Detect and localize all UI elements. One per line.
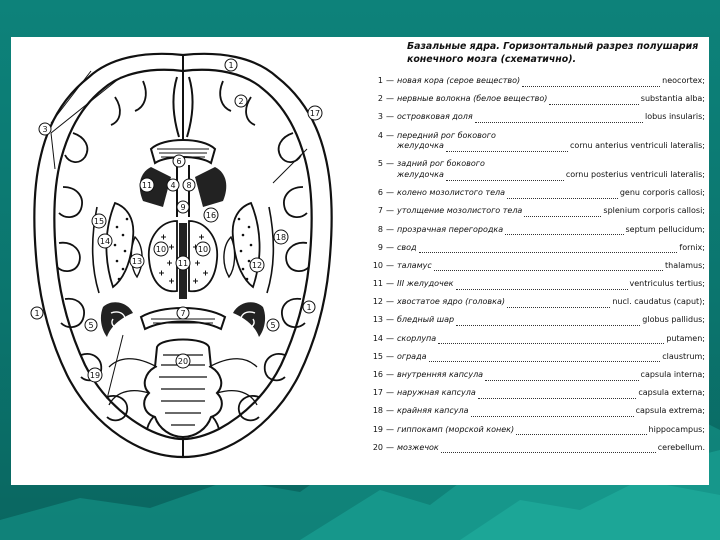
legend-item-dash: — (386, 130, 394, 140)
legend-item-leader (456, 318, 640, 326)
putamen-right (233, 203, 263, 287)
legend-item-russian: колено мозолистого тела (397, 188, 506, 198)
legend-item-russian-cont: желудочка (397, 141, 444, 151)
legend-item-russian: гиппокамп (морской конек) (397, 424, 515, 434)
svg-text:1: 1 (228, 61, 234, 70)
legend-item-dash: — (386, 297, 394, 307)
legend-item-number: 18 (372, 406, 383, 416)
legend-item (369, 388, 705, 399)
legend-item-number: 20 (372, 442, 383, 452)
legend-item-leader (446, 173, 564, 181)
legend-item-leader (485, 373, 638, 381)
legend-item (369, 352, 705, 363)
svg-text:10: 10 (155, 245, 167, 254)
label-15 (92, 214, 106, 228)
legend-item-number: 4 (377, 130, 383, 140)
legend-item-latin: ventriculus tertius; (629, 279, 705, 289)
legend-item-leader (441, 445, 656, 453)
svg-text:7: 7 (180, 309, 186, 318)
legend-item (369, 370, 705, 381)
label-4 (167, 179, 179, 191)
label-19 (88, 368, 102, 382)
label-16 (204, 208, 218, 222)
legend-item (369, 261, 705, 272)
legend-item-russian: внутренняя капсула (397, 370, 484, 379)
label-3 (39, 123, 51, 135)
label-10-right (196, 242, 210, 256)
svg-text:3: 3 (42, 125, 48, 134)
legend-item-dash: — (386, 315, 394, 325)
label-13 (130, 254, 144, 268)
label-1-left (31, 307, 43, 319)
legend-item-dash: — (386, 159, 394, 169)
legend-item-number: 10 (372, 260, 383, 270)
legend-item-russian: ограда (397, 351, 427, 361)
legend-item-leader (471, 409, 634, 417)
label-1-top (225, 59, 237, 71)
legend-item-number: 2 (377, 94, 383, 104)
legend-item (369, 131, 705, 152)
legend-item-russian: передний рог бокового (397, 130, 496, 140)
legend-item (369, 334, 705, 345)
legend-item-latin: cornu posterius ventriculi lateralis; (565, 169, 705, 179)
legend-item-russian: хвостатое ядро (головка) (397, 297, 505, 307)
legend-item (369, 159, 705, 180)
label-7 (177, 307, 189, 319)
legend-item-russian: бледный шар (397, 315, 455, 325)
svg-text:11: 11 (177, 259, 189, 268)
legend-item-dash: — (386, 76, 394, 85)
legend-item-dash: — (386, 333, 394, 343)
legend-item-russian: островковая доля (397, 112, 473, 122)
legend-item-russian: III желудочек (397, 279, 454, 289)
legend-item-number: 14 (372, 333, 383, 343)
legend-item-latin: fornix; (679, 242, 705, 252)
legend-item (369, 76, 705, 87)
legend-item-leader (522, 79, 660, 87)
legend-item-russian: таламус (397, 260, 432, 270)
svg-text:1: 1 (306, 303, 312, 312)
svg-text:13: 13 (131, 257, 143, 266)
legend-item-number: 6 (377, 188, 383, 198)
legend-item-latin: splenium corporis callosi; (603, 206, 705, 216)
legend-item-russian-cont: желудочка (397, 169, 444, 179)
legend-item-dash: — (386, 388, 394, 398)
legend-item-leader (507, 300, 610, 308)
legend-item-leader (446, 144, 568, 152)
anterior-horn-right (195, 167, 226, 207)
svg-text:4: 4 (170, 181, 176, 190)
globus-pallidus-right (224, 237, 235, 277)
legend-item-latin: nucl. caudatus (caput); (612, 297, 705, 307)
legend-item-latin: neocortex; (662, 76, 705, 85)
svg-text:8: 8 (186, 181, 192, 190)
label-5-right (267, 319, 279, 331)
legend-item-dash: — (386, 370, 394, 379)
legend-panel (369, 39, 705, 483)
label-17 (308, 106, 322, 120)
svg-text:15: 15 (93, 217, 105, 226)
legend-item (369, 94, 705, 105)
legend-item-russian: скорлупа (397, 333, 437, 343)
legend-item (369, 206, 705, 217)
svg-text:5: 5 (88, 321, 94, 330)
label-9 (177, 201, 189, 213)
legend-item-russian: мозжечок (397, 442, 439, 452)
legend-item-number: 1 (377, 76, 383, 85)
legend-item-number: 11 (372, 279, 383, 289)
legend-item-latin: putamen; (666, 333, 705, 343)
legend-item-number: 9 (377, 242, 383, 252)
legend-item-dash: — (386, 112, 394, 122)
svg-text:14: 14 (99, 237, 111, 246)
legend-item-number: 3 (377, 112, 383, 122)
label-8 (183, 179, 195, 191)
legend-item (369, 225, 705, 236)
content-sheet (11, 37, 709, 485)
legend-item-latin: hippocampus; (648, 424, 705, 434)
legend-item-leader (434, 263, 663, 271)
legend-item-latin: cerebellum. (657, 442, 705, 452)
svg-text:6: 6 (176, 157, 182, 166)
legend-item-dash: — (386, 224, 394, 234)
legend-item-russian: задний рог бокового (397, 159, 485, 169)
legend-item-latin: lobus insularis; (644, 112, 705, 122)
legend-item-leader (429, 354, 661, 362)
legend-item-latin: capsula externa; (638, 388, 705, 398)
legend-item-latin: septum pellucidum; (625, 224, 705, 234)
legend-item-dash: — (386, 206, 394, 216)
label-18 (274, 230, 288, 244)
label-2 (235, 95, 247, 107)
legend-item-number: 15 (372, 351, 383, 361)
legend-item-number: 7 (377, 206, 383, 216)
posterior-horn-right (233, 302, 265, 337)
legend-item-leader (505, 227, 623, 235)
legend-item-number: 5 (377, 159, 383, 169)
label-5-left (85, 319, 97, 331)
svg-text:2: 2 (238, 97, 244, 106)
legend-item-number: 19 (372, 424, 383, 434)
legend-item (369, 279, 705, 290)
label-12 (250, 258, 264, 272)
legend-item (369, 443, 705, 454)
brain-section-diagram (11, 37, 356, 485)
svg-text:5: 5 (270, 321, 276, 330)
legend-item-number: 17 (372, 388, 383, 398)
svg-text:18: 18 (275, 233, 287, 242)
legend-item-dash: — (386, 242, 394, 252)
legend-item-leader (507, 191, 618, 199)
caption-line-1: Базальные ядра. Горизонтальный разрез полушария (407, 41, 699, 52)
legend-item-leader (549, 97, 638, 105)
svg-text:1: 1 (34, 309, 40, 318)
legend-item-dash: — (386, 94, 394, 104)
legend-item-russian: новая кора (серое вещество) (397, 76, 521, 85)
caption-line-2: конечного мозга (схематично). (407, 53, 577, 65)
legend-item-number: 16 (372, 370, 383, 379)
legend-item-number: 13 (372, 315, 383, 325)
posterior-horn-left (101, 302, 133, 337)
legend-item-russian: нервные волокна (белое вещество) (397, 94, 548, 104)
legend-item-russian: наружная капсула (397, 388, 476, 398)
label-11 (140, 178, 154, 192)
svg-text:16: 16 (205, 211, 217, 220)
legend-item-latin: substantia alba; (640, 94, 705, 104)
legend-item-dash: — (386, 188, 394, 198)
svg-text:19: 19 (89, 371, 101, 380)
legend-item-leader (438, 336, 664, 344)
legend-item (369, 315, 705, 326)
label-6 (173, 155, 185, 167)
legend-item (369, 243, 705, 254)
svg-text:17: 17 (309, 109, 321, 118)
legend-item-leader (478, 391, 637, 399)
legend-item-russian: крайняя капсула (397, 406, 469, 416)
label-14 (98, 234, 112, 248)
legend-item-leader (419, 245, 678, 253)
legend-item-latin: globus pallidus; (642, 315, 705, 325)
legend-item-latin: capsula extrema; (635, 406, 705, 416)
legend-item-latin: capsula interna; (640, 370, 705, 379)
legend-item-russian: свод (397, 242, 417, 252)
legend-item-latin: claustrum; (662, 351, 705, 361)
svg-text:10: 10 (197, 245, 209, 254)
legend-item-dash: — (386, 442, 394, 452)
legend-item-latin: thalamus; (665, 260, 705, 270)
legend-item-russian: прозрачная перегородка (397, 224, 504, 234)
svg-text:20: 20 (177, 357, 189, 366)
legend-item (369, 188, 705, 199)
legend-item-dash: — (386, 424, 394, 434)
legend-item-dash: — (386, 279, 394, 289)
legend-item (369, 406, 705, 417)
legend-item-dash: — (386, 260, 394, 270)
legend-item-leader (516, 427, 646, 435)
legend-item-number: 12 (372, 297, 383, 307)
legend-item-leader (456, 282, 628, 290)
legend-item-dash: — (386, 406, 394, 416)
legend-item-latin: cornu anterius ventriculi lateralis; (570, 141, 705, 151)
svg-text:12: 12 (251, 261, 263, 270)
label-11-center (176, 256, 190, 270)
legend-item-leader (475, 115, 643, 123)
label-1-right (303, 301, 315, 313)
legend-item-number: 8 (377, 224, 383, 234)
figure-caption (407, 39, 705, 66)
label-20 (176, 354, 190, 368)
legend-item (369, 112, 705, 123)
legend-list (369, 76, 705, 453)
svg-text:11: 11 (141, 181, 153, 190)
label-10-left (154, 242, 168, 256)
legend-item (369, 297, 705, 308)
legend-item-leader (524, 209, 601, 217)
legend-item-latin: genu corporis callosi; (619, 188, 705, 198)
legend-item (369, 425, 705, 436)
legend-item-russian: утолщение мозолистого тела (397, 206, 523, 216)
svg-text:9: 9 (180, 203, 186, 212)
legend-item-dash: — (386, 351, 394, 361)
